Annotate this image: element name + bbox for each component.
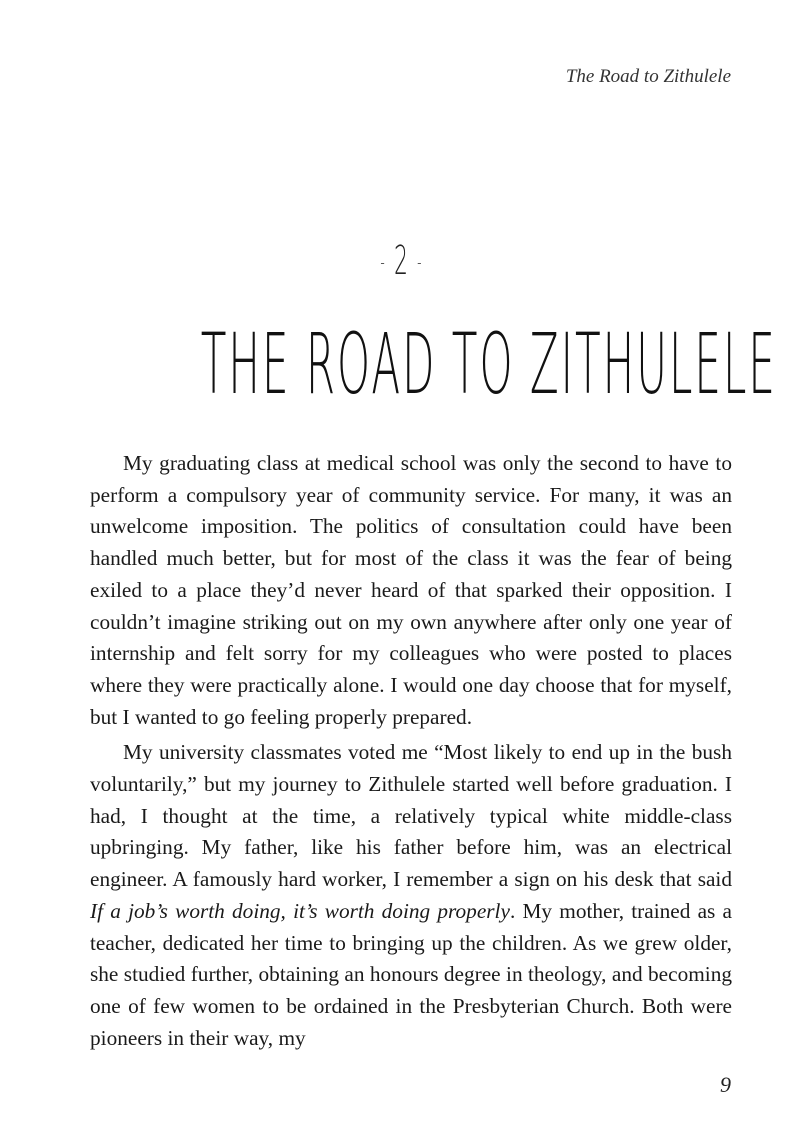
chapter-title: THE ROAD TO ZITHULELE [200,315,777,413]
chapter-number-prefix: - [380,250,386,276]
paragraph-2 [90,737,732,1054]
paragraph-1: My graduating class at medical school was only the second to have to perform a compulsory year of community service. For many, it was an unwelcome imposition. The politics of consultation could have been handled much better, but for most of the class it was the fear of being exiled to a place they’d never heard of that sparked their opposition. I couldn’t imagine striking out on my own anywhere after only one year of internship and felt sorry for my colleagues who were posted to places where they were practically alone. I would one day choose that for myself, but I wanted to go feeling properly prepared. [90,451,732,729]
running-head: The Road to Zithulele [565,66,731,87]
chapter-number [181,238,623,284]
chapter-number-suffix: - [417,250,423,276]
body-text [90,448,732,1058]
paragraph-2-text-after: . My mother, trained as a teacher, dedicated her time to bringing up the children. As we grew older, she studied further, obtaining an honours degree in theology, and becoming one of few women to be ordained in the Presbyterian Church. Both were pioneers in their way, my [90,898,732,1050]
chapter-number-value: 2 [393,238,410,284]
paragraph-2-text-before: My university classmates voted me “Most likely to end up in the bush voluntarily,” but my journey to Zithulele started well before graduation. I had, I thought at the time, a relatively typical white middle-class upbringing. My father, like his father before him, was an electrical engineer. A famously hard worker, I remember a sign on his desk that said [90,740,732,892]
paragraph-2-quote-italic: If a job’s worth doing, it’s worth doing properly [90,898,510,923]
page-number: 9 [720,1072,731,1097]
